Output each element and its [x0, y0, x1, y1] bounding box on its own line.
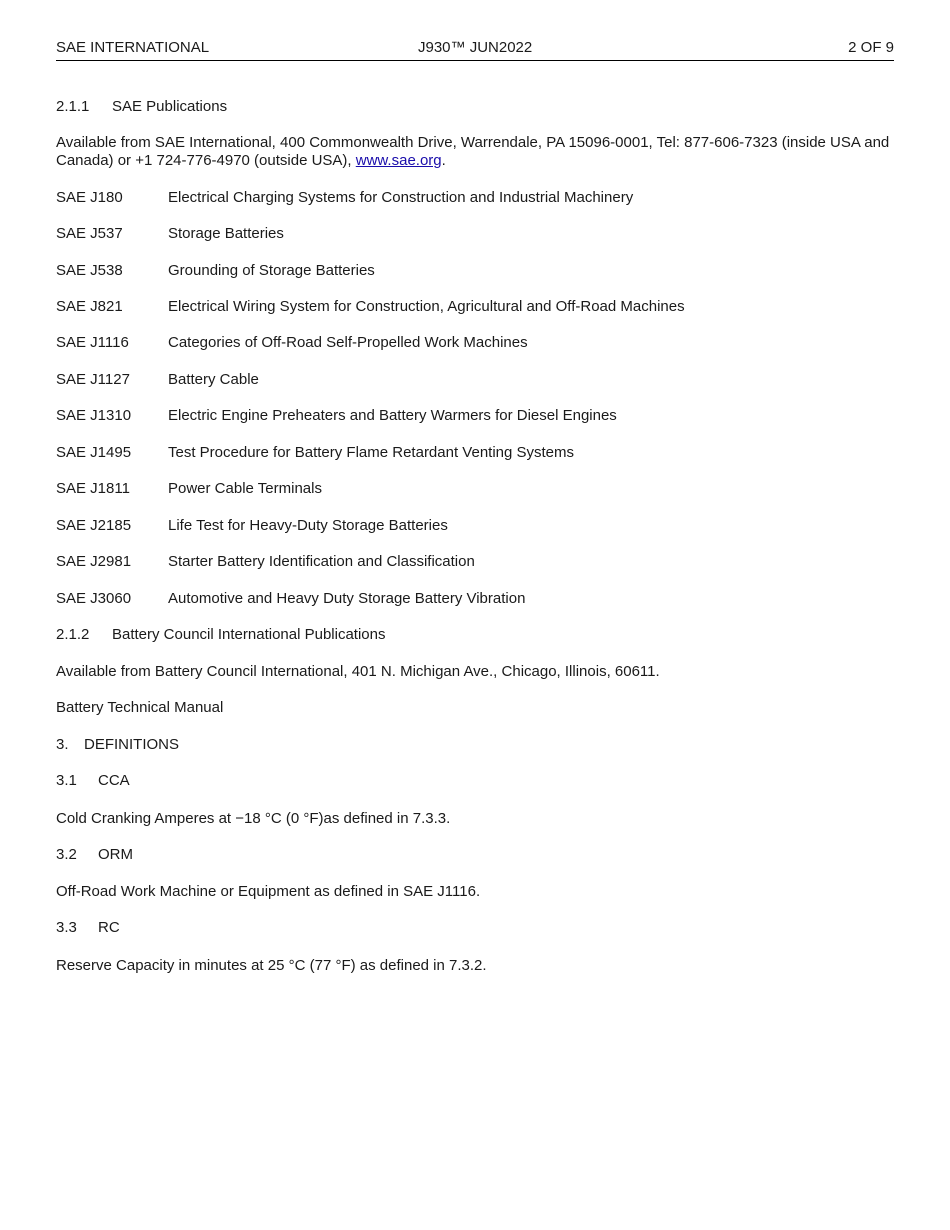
definition-text: Reserve Capacity in minutes at 25 °C (77 °F) as defined in 7.3.2.	[56, 957, 487, 974]
reference-code: SAE J1811	[56, 480, 130, 497]
sae-availability-end: .	[441, 152, 446, 169]
definition-text: Cold Cranking Amperes at −18 °C (0 °F)as defined in 7.3.3.	[56, 810, 451, 827]
sae-website-link[interactable]: www.sae.org	[355, 152, 442, 169]
bci-availability-paragraph: Available from Battery Council International, 401 N. Michigan Ave., Chicago, Illinois, 60611.	[56, 663, 660, 680]
reference-code: SAE J2185	[56, 517, 132, 534]
section-3-number: 3.	[56, 736, 69, 753]
reference-title: Battery Cable	[168, 371, 259, 388]
reference-code: SAE J1116	[56, 334, 129, 351]
reference-code: SAE J1310	[56, 407, 132, 424]
reference-code: SAE J821	[56, 298, 123, 315]
reference-title: Life Test for Heavy-Duty Storage Batteries	[168, 517, 448, 534]
section-2-1-2-number: 2.1.2	[56, 626, 90, 643]
section-3-title: DEFINITIONS	[84, 736, 180, 753]
reference-code: SAE J1495	[56, 444, 132, 461]
page-header	[56, 38, 894, 61]
reference-title: Grounding of Storage Batteries	[168, 262, 375, 279]
definition-term: RC	[98, 919, 120, 936]
reference-code: SAE J3060	[56, 590, 132, 607]
reference-code: SAE J1127	[56, 371, 130, 388]
reference-title: Electric Engine Preheaters and Battery Warmers for Diesel Engines	[168, 407, 617, 424]
reference-title: Test Procedure for Battery Flame Retardant Venting Systems	[168, 444, 575, 461]
reference-code: SAE J537	[56, 225, 123, 242]
definition-number: 3.1	[56, 772, 77, 789]
header-document-id: J930™ JUN2022	[418, 39, 533, 56]
header-publisher: SAE INTERNATIONAL	[56, 39, 210, 56]
reference-title: Automotive and Heavy Duty Storage Battery Vibration	[168, 590, 526, 607]
sae-availability-text: Available from SAE International, 400 Commonwealth Drive, Warrendale, PA 15096-0001, Tel: 877-606-7323 (inside USA and Canada) or +1 724-776-4970 (outside USA),	[56, 134, 890, 169]
definition-term: ORM	[98, 846, 133, 863]
reference-code: SAE J538	[56, 262, 123, 279]
sae-availability-paragraph	[56, 134, 898, 170]
section-2-1-1-number: 2.1.1	[56, 98, 90, 115]
reference-title: Categories of Off-Road Self-Propelled Work Machines	[168, 334, 528, 351]
reference-title: Electrical Charging Systems for Construction and Industrial Machinery	[168, 189, 634, 206]
definition-number: 3.2	[56, 846, 77, 863]
definition-term: CCA	[98, 772, 130, 789]
reference-title: Electrical Wiring System for Construction, Agricultural and Off-Road Machines	[168, 298, 685, 315]
reference-title: Power Cable Terminals	[168, 480, 322, 497]
definition-text: Off-Road Work Machine or Equipment as defined in SAE J1116.	[56, 883, 481, 900]
reference-title: Starter Battery Identification and Classification	[168, 553, 475, 570]
header-page-number: 2 OF 9	[848, 39, 894, 56]
reference-code: SAE J180	[56, 189, 123, 206]
bci-publication: Battery Technical Manual	[56, 699, 224, 716]
reference-code: SAE J2981	[56, 553, 132, 570]
section-2-1-2-title: Battery Council International Publications	[112, 626, 386, 643]
definition-number: 3.3	[56, 919, 77, 936]
reference-title: Storage Batteries	[168, 225, 284, 242]
section-2-1-1-title: SAE Publications	[112, 98, 228, 115]
